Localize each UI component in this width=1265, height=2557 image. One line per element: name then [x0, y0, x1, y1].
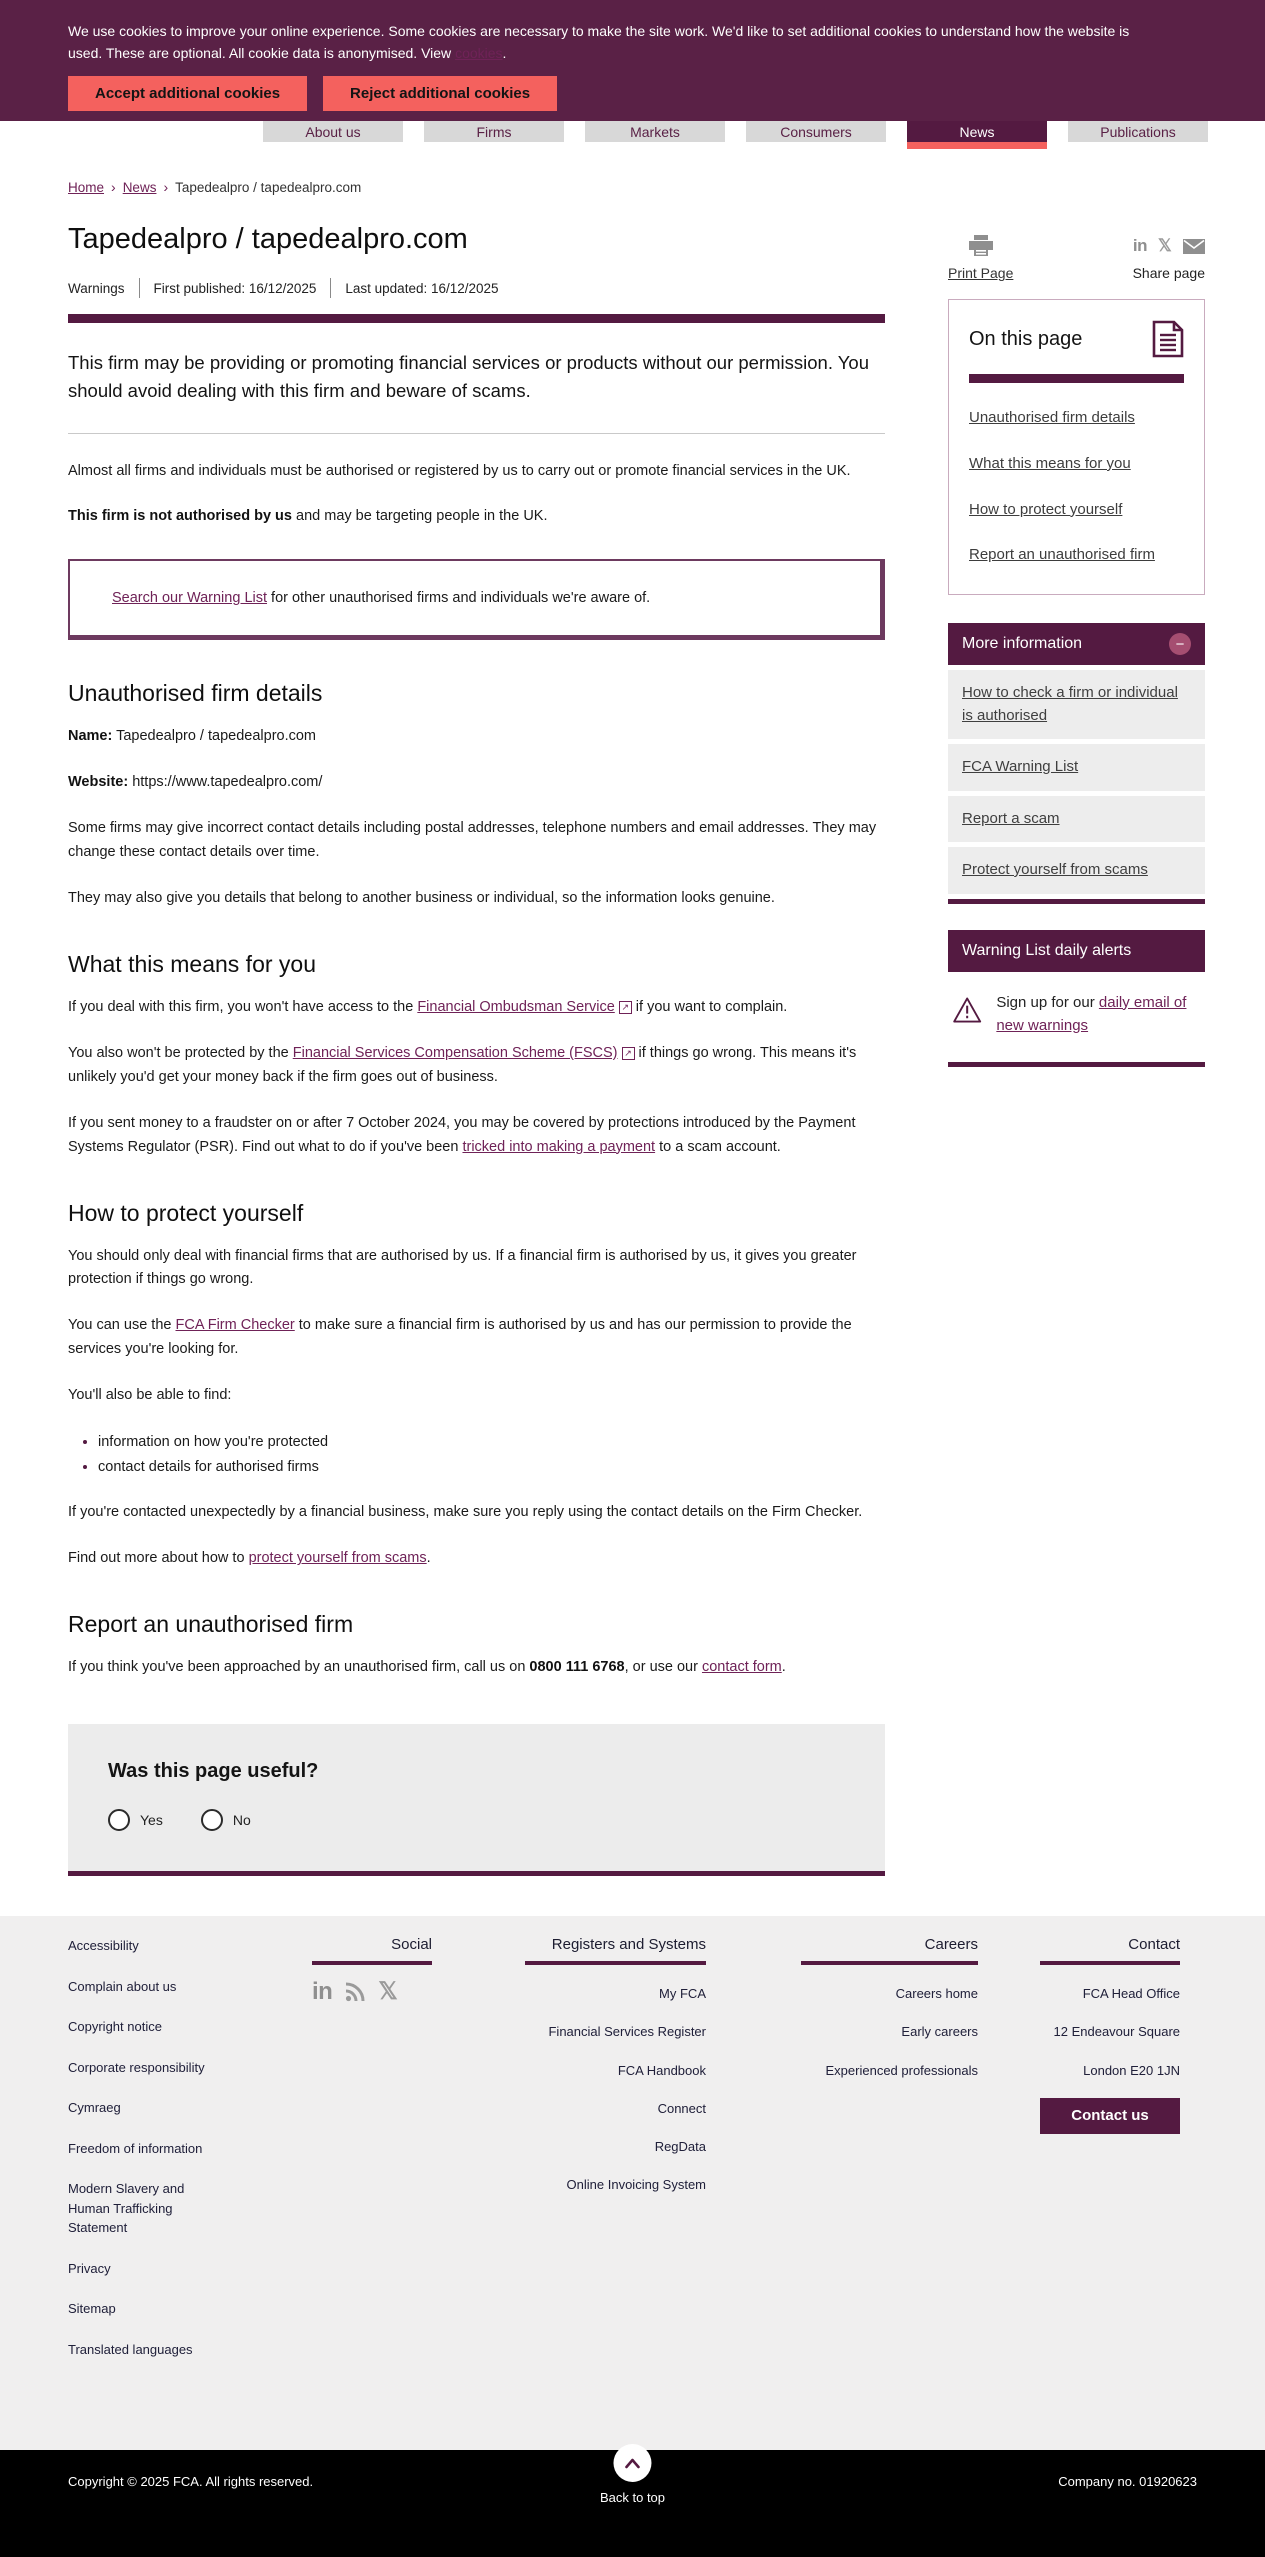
back-to-top-button[interactable]: [613, 2444, 651, 2482]
inline-link[interactable]: daily email of new warnings: [996, 993, 1187, 1034]
nav-tab-firms[interactable]: Firms: [424, 121, 564, 142]
footer-social-title: Social: [312, 1936, 432, 1965]
footer-registers-title: Registers and Systems: [525, 1936, 706, 1965]
on-this-page-links: [969, 407, 1184, 566]
breadcrumb-chevron-icon: ›: [163, 179, 169, 195]
footer-legal-link[interactable]: Copyright notice: [68, 2019, 162, 2035]
bottom-bar: [0, 2450, 1265, 2557]
callout-text: Search our Warning List for other unauthorised firms and individuals we're aware of.: [112, 590, 651, 607]
inline-link[interactable]: protect yourself from scams: [248, 1550, 427, 1567]
intro-paragraph: Almost all firms and individuals must be authorised or registered by us to carry out or promote financial services in the UK.: [68, 462, 851, 479]
feedback-question: Was this page useful?: [108, 1760, 319, 1783]
inline-link[interactable]: cookies: [455, 45, 503, 61]
linkedin-icon[interactable]: in: [312, 1977, 333, 2005]
on-this-page-box: [948, 299, 1205, 595]
breadcrumb-chevron-icon: ›: [111, 179, 116, 195]
more-information-item[interactable]: [948, 796, 1205, 843]
footer-legal-link[interactable]: Sitemap: [68, 2301, 116, 2317]
footer-legal-link[interactable]: Translated languages: [68, 2341, 193, 2357]
means-paragraph: You also won't be protected by the Financial Services Compensation Scheme (FSCS) ↗ if things go wrong. This means it's unlikely you'd get your money back if the firm goes out of business.: [68, 1044, 857, 1085]
rss-icon[interactable]: [345, 1982, 365, 2002]
footer-careers-column: [801, 1936, 978, 2380]
feedback-no-label: No: [232, 1812, 251, 1829]
print-tool: [948, 235, 1013, 281]
footer-legal-links: [68, 1936, 238, 2380]
breadcrumb-home-link[interactable]: Home: [68, 180, 105, 195]
lead-paragraph: This firm may be providing or promoting financial services or products without our permission. You should avoid dealing with this firm and beware of scams.: [68, 352, 870, 401]
footer: [0, 1916, 1265, 2450]
details-paragraph: Some firms may give incorrect contact details including postal addresses, telephone numbers and email addresses. They may change these contact details over time.: [68, 820, 877, 861]
module-bottom-rule: [948, 1062, 1205, 1067]
more-information-title: More information: [962, 635, 1083, 652]
footer-address-line: London E20 1JN: [1083, 2062, 1180, 2078]
article-category: Warnings: [68, 280, 125, 296]
share-tool: [1133, 235, 1205, 281]
section-heading-report: Report an unauthorised firm: [68, 1611, 354, 1638]
footer-registers-link[interactable]: Online Invoicing System: [566, 2177, 706, 2193]
means-paragraph: If you sent money to a fraudster on or after 7 October 2024, you may be covered by protections introduced by the Payment Systems Regulator (PSR). Find out what to do if you've been tricked into making a payment to a scam account.: [68, 1114, 856, 1155]
nav-tab-consumers[interactable]: Consumers: [746, 121, 886, 142]
nav-tab-markets[interactable]: Markets: [585, 121, 725, 142]
footer-social-column: [312, 1936, 432, 2380]
breadcrumb: [68, 179, 1197, 195]
footer-registers-link[interactable]: My FCA: [659, 1986, 706, 2002]
nav-tab-news[interactable]: News: [907, 121, 1047, 142]
title-rule: [68, 314, 885, 323]
footer-legal-link[interactable]: Freedom of information: [68, 2140, 203, 2156]
email-icon[interactable]: [1183, 239, 1205, 254]
breadcrumb-news-link[interactable]: News: [122, 180, 157, 195]
footer-legal-link[interactable]: Accessibility: [68, 1938, 139, 1954]
feedback-no-option[interactable]: [201, 1809, 251, 1831]
article-content: [68, 219, 885, 1876]
footer-legal-link[interactable]: Cymraeg: [68, 2100, 121, 2116]
sidebar: [948, 219, 1205, 1067]
contact-us-button[interactable]: Contact us: [1040, 2098, 1180, 2134]
footer-contact-title: Contact: [1040, 1936, 1180, 1965]
linkedin-icon[interactable]: in: [1132, 236, 1147, 255]
report-paragraph: If you think you've been approached by an unauthorised firm, call us on 0800 111 6768, or use our contact form.: [68, 1659, 786, 1676]
chevron-up-icon: [624, 2458, 640, 2469]
page-title: Tapedealpro / tapedealpro.com: [68, 223, 468, 255]
print-page-link[interactable]: Print Page: [948, 265, 1014, 281]
nav-tab-about-us[interactable]: About us: [263, 121, 403, 142]
footer-legal-link[interactable]: Privacy: [68, 2260, 111, 2276]
section-heading-means: What this means for you: [68, 950, 316, 977]
on-this-page-title: On this page: [969, 327, 1083, 350]
meta-divider: [330, 278, 331, 298]
share-page-label: Share page: [1132, 265, 1205, 281]
radio-button-icon[interactable]: [108, 1809, 130, 1831]
warning-alerts-header: [948, 930, 1205, 972]
feedback-yes-label: Yes: [140, 1812, 163, 1829]
protect-paragraph: You should only deal with financial firms that are authorised by us. If a financial firm is authorised by us, it gives you greater protection if things go wrong.: [68, 1247, 857, 1288]
footer-registers-column: [525, 1936, 706, 2380]
inline-link[interactable]: Search our Warning List: [112, 590, 268, 607]
section-heading-details: Unauthorised firm details: [68, 680, 323, 707]
footer-careers-link[interactable]: Experienced professionals: [825, 2062, 978, 2078]
copyright-text: Copyright © 2025 FCA. All rights reserved.: [68, 2474, 314, 2490]
protect-paragraph: You can use the FCA Firm Checker to make sure a financial firm is authorised by us and has our permission to provide the services you're looking for.: [68, 1317, 852, 1358]
firm-website-line: Website: https://www.tapedealpro.com/: [68, 774, 323, 791]
page-tools: [948, 219, 1205, 281]
radio-button-icon[interactable]: [201, 1809, 223, 1831]
inline-link[interactable]: contact form: [701, 1659, 782, 1676]
first-published: First published: 16/12/2025: [153, 280, 317, 296]
footer-careers-link[interactable]: Early careers: [901, 2024, 978, 2040]
x-twitter-icon[interactable]: 𝕏: [1158, 236, 1172, 255]
footer-registers-link[interactable]: RegData: [654, 2138, 706, 2154]
inline-link[interactable]: Financial Ombudsman Service: [417, 998, 615, 1015]
more-information-link[interactable]: How to check a firm or individual is authorised: [962, 684, 1178, 724]
warning-alerts-module: [948, 930, 1205, 1068]
more-information-link[interactable]: Protect yourself from scams: [962, 861, 1148, 878]
protect-paragraph: You'll also be able to find:: [68, 1387, 232, 1404]
footer-address-line: 12 Endeavour Square: [1053, 2024, 1180, 2040]
more-information-links: [948, 670, 1205, 894]
on-this-page-link[interactable]: Report an unauthorised firm: [969, 546, 1155, 564]
footer-legal-link[interactable]: Complain about us: [68, 1978, 177, 1994]
footer-careers-link[interactable]: Careers home: [895, 1986, 978, 2002]
more-information-header: [948, 623, 1205, 665]
meta-divider: [139, 278, 140, 298]
last-updated: Last updated: 16/12/2025: [345, 280, 499, 296]
details-paragraph: They may also give you details that belong to another business or individual, so the information looks genuine.: [68, 890, 775, 907]
external-link-icon: ↗: [622, 1047, 635, 1060]
external-link-icon: ↗: [619, 1001, 632, 1014]
on-this-page-link[interactable]: What this means for you: [969, 454, 1131, 472]
warning-list-callout: [68, 559, 885, 640]
protect-bullet-list: [68, 1430, 885, 1479]
cookie-message: We use cookies to improve your online experience. Some cookies are necessary to make the site work. We'd like to set additional cookies to understand how the website is used. These are optional. All cookie data is anonymised. View cookies.: [68, 23, 1130, 61]
bullet-item: • information on how you're protected: [98, 1430, 885, 1455]
footer-registers-link[interactable]: FCA Handbook: [617, 2062, 706, 2078]
warning-triangle-icon: [952, 991, 982, 1029]
module-bottom-rule: [948, 899, 1205, 904]
footer-legal-link[interactable]: Modern Slavery and Human Trafficking Statement: [68, 2181, 185, 2236]
section-heading-protect: How to protect yourself: [68, 1199, 304, 1226]
primary-nav: [0, 121, 1265, 149]
warning-alerts-title: Warning List daily alerts: [962, 941, 1132, 959]
article-meta: [68, 278, 885, 298]
back-to-top: [600, 2444, 665, 2505]
on-this-page-link[interactable]: Unauthorised firm details: [969, 409, 1135, 426]
on-this-page-link[interactable]: How to protect yourself: [969, 500, 1123, 518]
alerts-signup-text: Sign up for our daily email of new warnings: [996, 993, 1187, 1034]
collapse-minus-icon[interactable]: −: [1169, 633, 1191, 655]
accept-cookies-button[interactable]: Accept additional cookies: [68, 76, 307, 111]
protect-paragraph: Find out more about how to protect yourself from scams.: [68, 1550, 431, 1567]
not-authorised-paragraph: This firm is not authorised by us and may be targeting people in the UK.: [68, 508, 548, 525]
inline-link[interactable]: FCA Firm Checker: [175, 1317, 295, 1334]
printer-icon: [968, 235, 994, 257]
footer-address-line: FCA Head Office: [1082, 1986, 1180, 2002]
more-information-link[interactable]: Report a scam: [962, 809, 1060, 827]
nav-tab-publications[interactable]: Publications: [1068, 121, 1208, 142]
more-information-link[interactable]: FCA Warning List: [962, 758, 1079, 775]
footer-registers-link[interactable]: Financial Services Register: [548, 2024, 706, 2040]
more-information-item[interactable]: [948, 744, 1205, 791]
back-to-top-label: Back to top: [599, 2490, 666, 2506]
divider: [68, 433, 885, 434]
reject-cookies-button[interactable]: Reject additional cookies: [323, 76, 557, 111]
inline-link[interactable]: Financial Services Compensation Scheme (FSCS): [292, 1044, 618, 1061]
x-twitter-icon[interactable]: 𝕏: [378, 1978, 398, 2006]
footer-careers-title: Careers: [801, 1936, 978, 1965]
protect-paragraph: If you're contacted unexpectedly by a financial business, make sure you reply using the contact details on the Firm Checker.: [68, 1504, 863, 1521]
cookie-banner: [0, 0, 1265, 121]
feedback-yes-option[interactable]: [108, 1809, 163, 1831]
document-icon: [1152, 320, 1184, 358]
on-this-page-rule: [969, 374, 1184, 383]
more-information-item[interactable]: [948, 847, 1205, 894]
firm-name-line: Name: Tapedealpro / tapedealpro.com: [68, 728, 317, 745]
footer-contact-column: [1040, 1936, 1180, 2380]
breadcrumb-current: Tapedealpro / tapedealpro.com: [175, 180, 362, 195]
company-number: Company no. 01920623: [1058, 2474, 1197, 2490]
means-paragraph: If you deal with this firm, you won't have access to the Financial Ombudsman Service ↗ if you want to complain.: [68, 998, 788, 1015]
more-information-item[interactable]: [948, 670, 1205, 739]
footer-legal-link[interactable]: Corporate responsibility: [68, 2059, 205, 2075]
bullet-item: • contact details for authorised firms: [98, 1455, 885, 1480]
footer-registers-link[interactable]: Connect: [657, 2100, 706, 2116]
more-information-module: [948, 623, 1205, 904]
page-feedback-panel: [68, 1724, 885, 1876]
inline-link[interactable]: tricked into making a payment: [462, 1138, 656, 1155]
